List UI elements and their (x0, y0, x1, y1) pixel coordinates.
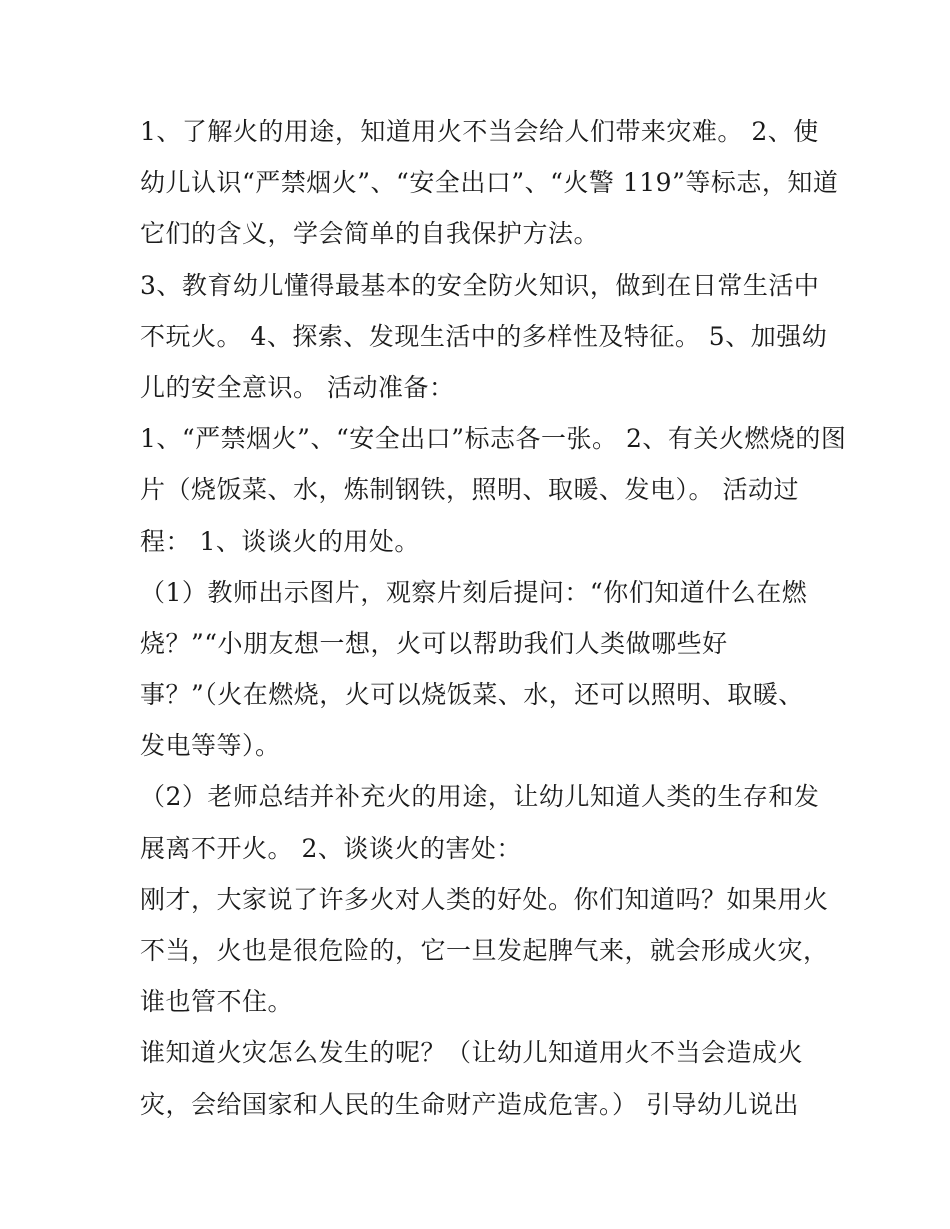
document-text (140, 106, 847, 1130)
text-line: 烧？”“小朋友想一想，火可以帮助我们人类做哪些好 (140, 628, 728, 658)
text-line: 展离不开火。 2、谈谈火的害处： (140, 833, 522, 863)
text-line: 刚才，大家说了许多火对人类的好处。你们知道吗？如果用火 (140, 884, 829, 914)
text-line: 1、“严禁烟火”、“安全出口”标志各一张。 2、有关火燃烧的图 (140, 424, 847, 454)
text-line: 儿的安全意识。 活动准备： (140, 372, 455, 402)
text-line: 1、了解火的用途，知道用火不当会给人们带来灾难。 2、使 (140, 117, 819, 146)
text-line: （1）教师出示图片，观察片刻后提问：“你们知道什么在燃 (140, 577, 808, 607)
text-line: 发电等等）。 (140, 731, 281, 761)
text-line: 它们的含义，学会简单的自我保护方法。 (140, 219, 600, 249)
text-line: 谁也管不住。 (140, 987, 294, 1017)
text-line: 不当，火也是很危险的，它一旦发起脾气来，就会形成火灾， (140, 936, 829, 965)
text-line: 事？”（火在燃烧，火可以烧饭菜、水，还可以照明、取暖、 (140, 680, 804, 710)
text-line: 幼儿认识“严禁烟火”、“安全出口”、“火警 119”等标志，知道 (140, 168, 839, 198)
text-line: （2）老师总结并补充火的用途，让幼儿知道人类的生存和发 (140, 782, 820, 812)
text-line: 片（烧饭菜、水，炼制钢铁，照明、取暖、发电）。 活动过 (140, 475, 799, 505)
text-line: 谁知道火灾怎么发生的呢？（让幼儿知道用火不当会造成火 (140, 1038, 804, 1068)
text-line: 3、教育幼儿懂得最基本的安全防火知识，做到在日常生活中 (140, 270, 820, 300)
text-line: 灾，会给国家和人民的生命财产造成危害。） 引导幼儿说出 (140, 1089, 799, 1119)
text-line: 不玩火。 4、探索、发现生活中的多样性及特征。 5、加强幼 (140, 321, 828, 351)
text-line: 程： 1、谈谈火的用处。 (140, 526, 420, 556)
